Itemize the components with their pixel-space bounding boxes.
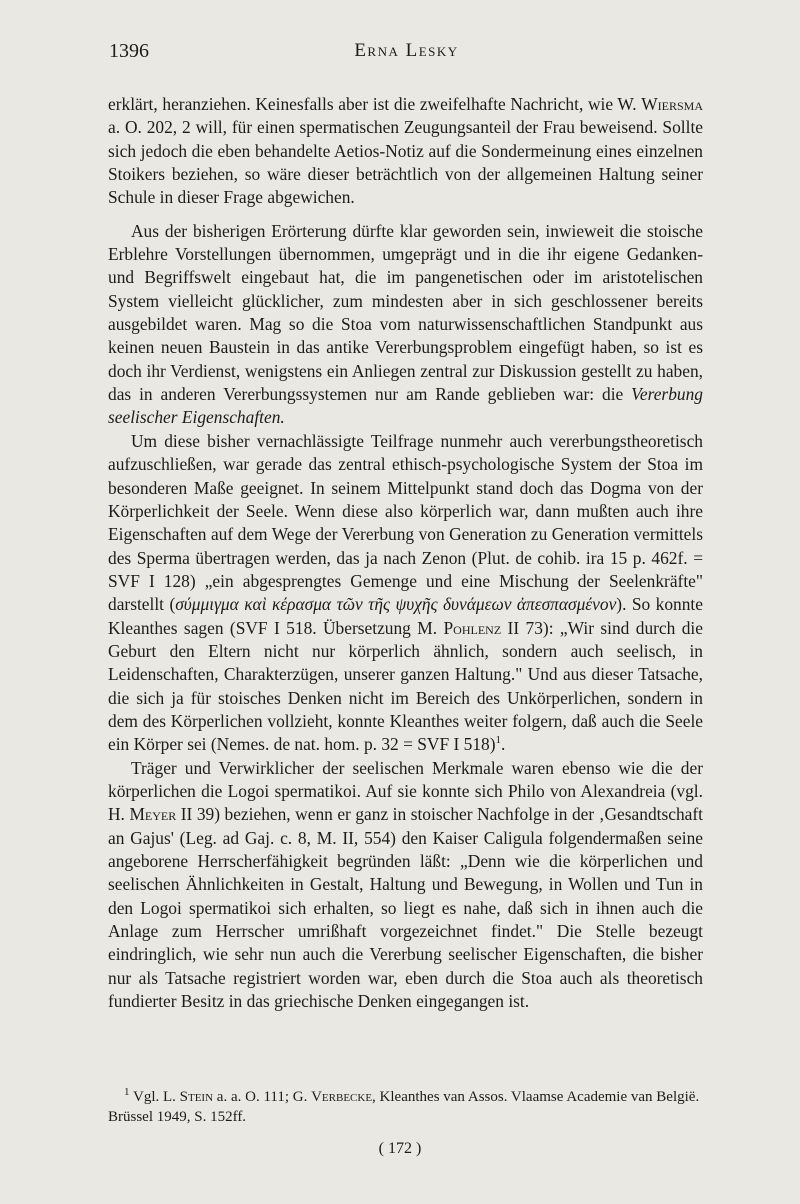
paragraph-4: Träger und Verwirklicher der seelischen Merkmale waren ebenso wie die der körperlichen die Logoi spermatikoi. Auf sie konnte sich Philo von Alexandreia (vgl. H. Meyer II 39) beziehen, wenn er ganz in stoischer Nachfolge in der ‚Gesandtschaft an Gajus' (Leg. ad Gaj. c. 8, M. II, 554) den Kaiser Caligula folgendermaßen seine angeborene Herrscherfähigkeit begründen läßt: „Denn wie die körperlichen und seelischen Ähnlichkeiten in Gestalt, Haltung und Bewegung, in Wollen und Tun in den Logoi spermatikoi sich erhalten, so liegt es nahe, daß sich in ihnen auch die Anlage zum Herrscher umrißhaft vorgezeichnet findet." Die Stelle bezeugt eindringlich, wie sehr nun auch die Vererbung seelischer Eigenschaften, die bisher nur als Tatsache registriert worden war, eben durch die Stoa auch als theoretisch fundierter Besitz in das griechische Denken eingegangen ist. [108,757,703,1012]
author-name: Verbecke [311,1089,373,1105]
footnote-number: 1 [124,1086,130,1098]
italic-phrase: Vererbung seelischer Eigenschaften. [108,384,703,428]
paragraph-3: Um diese bisher vernachlässigte Teilfrage nunmehr auch vererbungstheoretisch aufzuschließen, war gerade das zentral ethisch-psychologische System der Stoa im besonderen Maße geeignet. In seinem Mittelpunkt stand doch das Dogma von der Körperlichkeit der Seele. Wenn diese also körperlich war, dann mußten auch ihre Eigenschaften auf dem Wege der Vererbung von Generation zu Generation vermittels des Sperma übertragen werden, das ja nach Zenon (Plut. de cohib. ira 15 p. 462f. = SVF I 128) „ein abgesprengtes Gemenge und eine Mischung der Seelenkräfte" darstellt (σύμμιγμα καὶ κέρασμα τῶν τῆς ψυχῆς δυνάμεων ἀπεσπασμένον). So konnte Kleanthes sagen (SVF I 518. Übersetzung M. Pohlenz II 73): „Wir sind durch die Geburt den Eltern nicht nur körperlich ähnlich, sondern auch seelisch, in Leidenschaften, Charakterzügen, unserer ganzen Haltung." Und aus dieser Tatsache, die sich ja für stoisches Denken nicht im Bereich des Unkörperlichen, sondern in dem des Körperlichen vollzieht, konnte Kleanthes weiter folgern, daß auch die Seele ein Körper sei (Nemes. de nat. hom. p. 32 = SVF I 518)$^1$. [108,430,703,755]
author-name: Wiersma [641,94,703,114]
greek-quote: σύμμιγμα καὶ κέρασμα τῶν τῆς ψυχῆς δυνάμεων ἀπεσπασμένον [175,594,617,615]
page-footer-number: ( 172 ) [378,1140,422,1157]
running-head: Erna Lesky [354,40,459,61]
author-name: Meyer [129,804,177,825]
page-header [109,40,704,70]
body-text [108,93,703,1013]
author-name: Pohlenz [443,617,502,638]
paragraph-1: erklärt, heranziehen. Keinesfalls aber ist die zweifelhafte Nachricht, wie W. Wiersma a. O. 202, 2 will, für einen spermatischen Zeugungsanteil der Frau beweisend. Sollte sich jedoch die eben behandelte Aetios-Notiz auf die Sondermeinung eines einzelnen Stoikers beziehen, so wäre dieser beträchtlich von der allgemeinen Haltung seiner Schule in dieser Frage abgewichen. [108,94,703,208]
paragraph-2: Aus der bisherigen Erörterung dürfte klar geworden sein, inwieweit die stoische Erblehre Vorstellungen übernommen, umgeprägt und in die ihr eigene Gedanken- und Begriffswelt eingebaut hat, die im pangenetischen oder im aristotelischen System vielleicht glücklicher, zum mindesten aber in sich geschlossener bereits ausgebildet waren. Mag so die Stoa vom naturwissenschaftlichen Standpunkt aus keinen neuen Baustein in das antike Vererbungsproblem eingefügt haben, so ist es doch ihr Verdienst, wenigstens ein Anliegen zentral zur Diskussion gestellt zu haben, das in anderen Vererbungssystemen nur am Rande geblieben war: die Vererbung seelischer Eigenschaften. [108,220,703,428]
footnote-reference: 1 [495,734,502,747]
author-name: Stein [179,1089,214,1105]
footnote: $^1$ Vgl. L. Stein a. a. O. 111; G. Verbecke, Kleanthes van Assos. Vlaamse Academie van België. Brüssel 1949, S. 152ff. [108,1086,700,1125]
page-number: 1396 [109,40,149,62]
